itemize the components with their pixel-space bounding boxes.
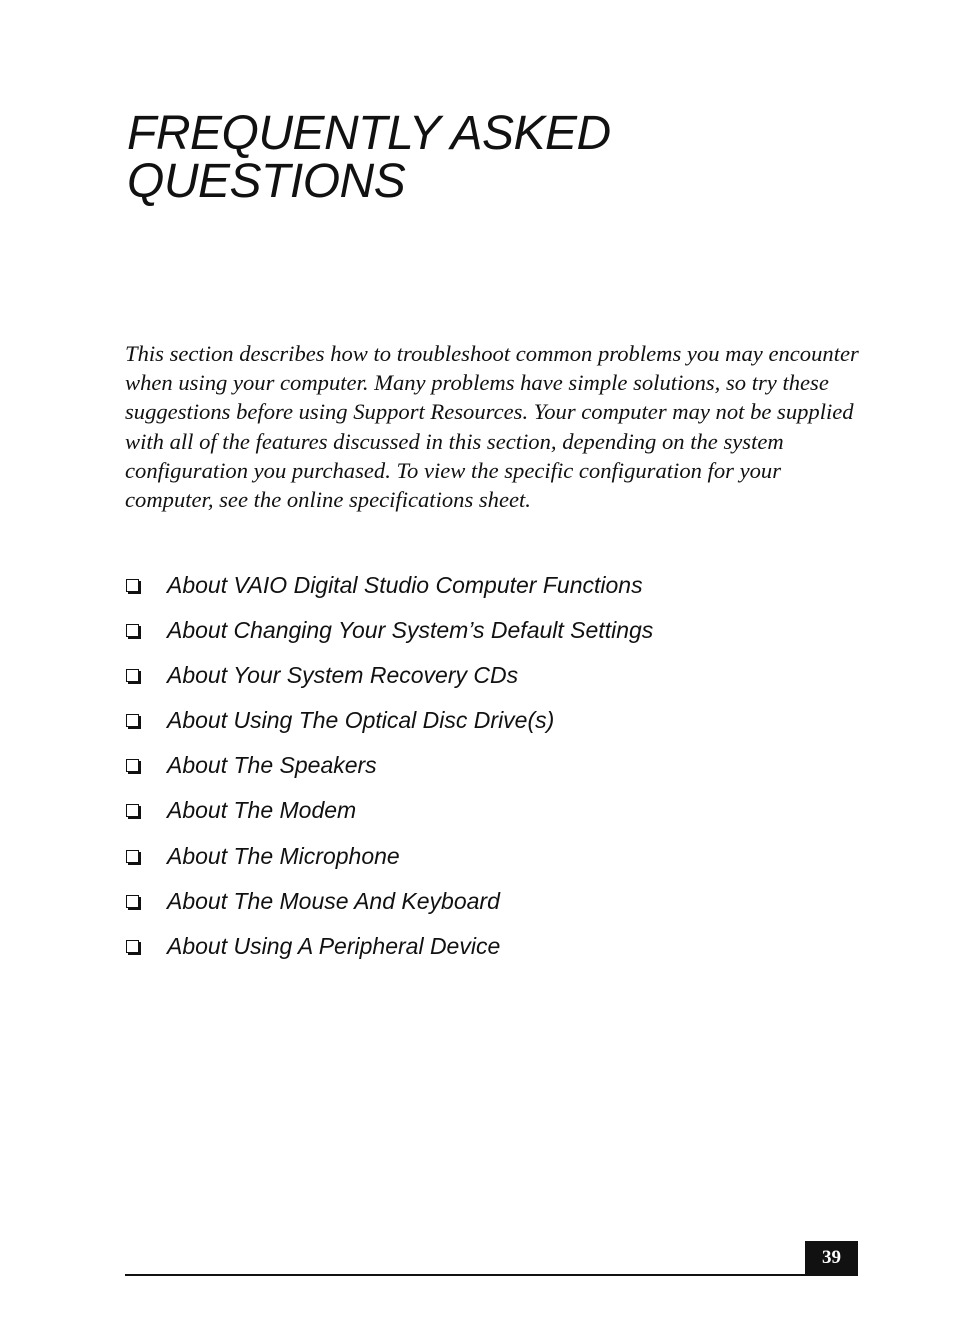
topic-label: About Using The Optical Disc Drive(s) <box>167 707 555 734</box>
topic-list <box>125 570 653 976</box>
checkbox-icon <box>126 669 139 682</box>
page-number: 39 <box>805 1241 858 1276</box>
topic-label: About Using A Peripheral Device <box>167 932 501 959</box>
checkbox-icon <box>126 804 139 817</box>
topic-item <box>125 931 653 976</box>
topic-item <box>125 841 653 886</box>
checkbox-icon <box>126 850 139 863</box>
page-title-line-1: FREQUENTLY ASKED <box>127 107 611 160</box>
checkbox-icon <box>126 940 139 953</box>
page-title-line-2: QUESTIONS <box>127 155 406 208</box>
topic-item <box>125 886 653 931</box>
checkbox-icon <box>126 579 139 592</box>
topic-item <box>125 570 653 615</box>
checkbox-icon <box>126 759 139 772</box>
topic-label: About Changing Your System’s Default Settings <box>167 617 654 644</box>
topic-item <box>125 660 653 705</box>
intro-paragraph: This section describes how to troubleshoot common problems you may encounter when using your computer. Many problems have simple solutions, so try these suggestions before using Support Resources. Your computer may not be supplied with all of the features discussed in this section, depending on the system configuration you purchased. To view the specific configuration for your computer, see the online specifications sheet. <box>125 341 859 513</box>
topic-label: About Your System Recovery CDs <box>167 662 519 689</box>
topic-item <box>125 750 653 795</box>
topic-label: About The Speakers <box>167 752 377 779</box>
topic-label: About The Mouse And Keyboard <box>167 887 500 914</box>
footer-rule <box>125 1274 858 1276</box>
topic-item <box>125 615 653 660</box>
topic-item <box>125 705 653 750</box>
page-title <box>127 107 611 208</box>
topic-label: About VAIO Digital Studio Computer Functions <box>167 572 643 598</box>
topic-item <box>125 795 653 840</box>
checkbox-icon <box>126 895 139 908</box>
topic-label: About The Microphone <box>167 842 400 869</box>
checkbox-icon <box>126 624 139 637</box>
topic-label: About The Modem <box>167 797 357 824</box>
checkbox-icon <box>126 714 139 727</box>
